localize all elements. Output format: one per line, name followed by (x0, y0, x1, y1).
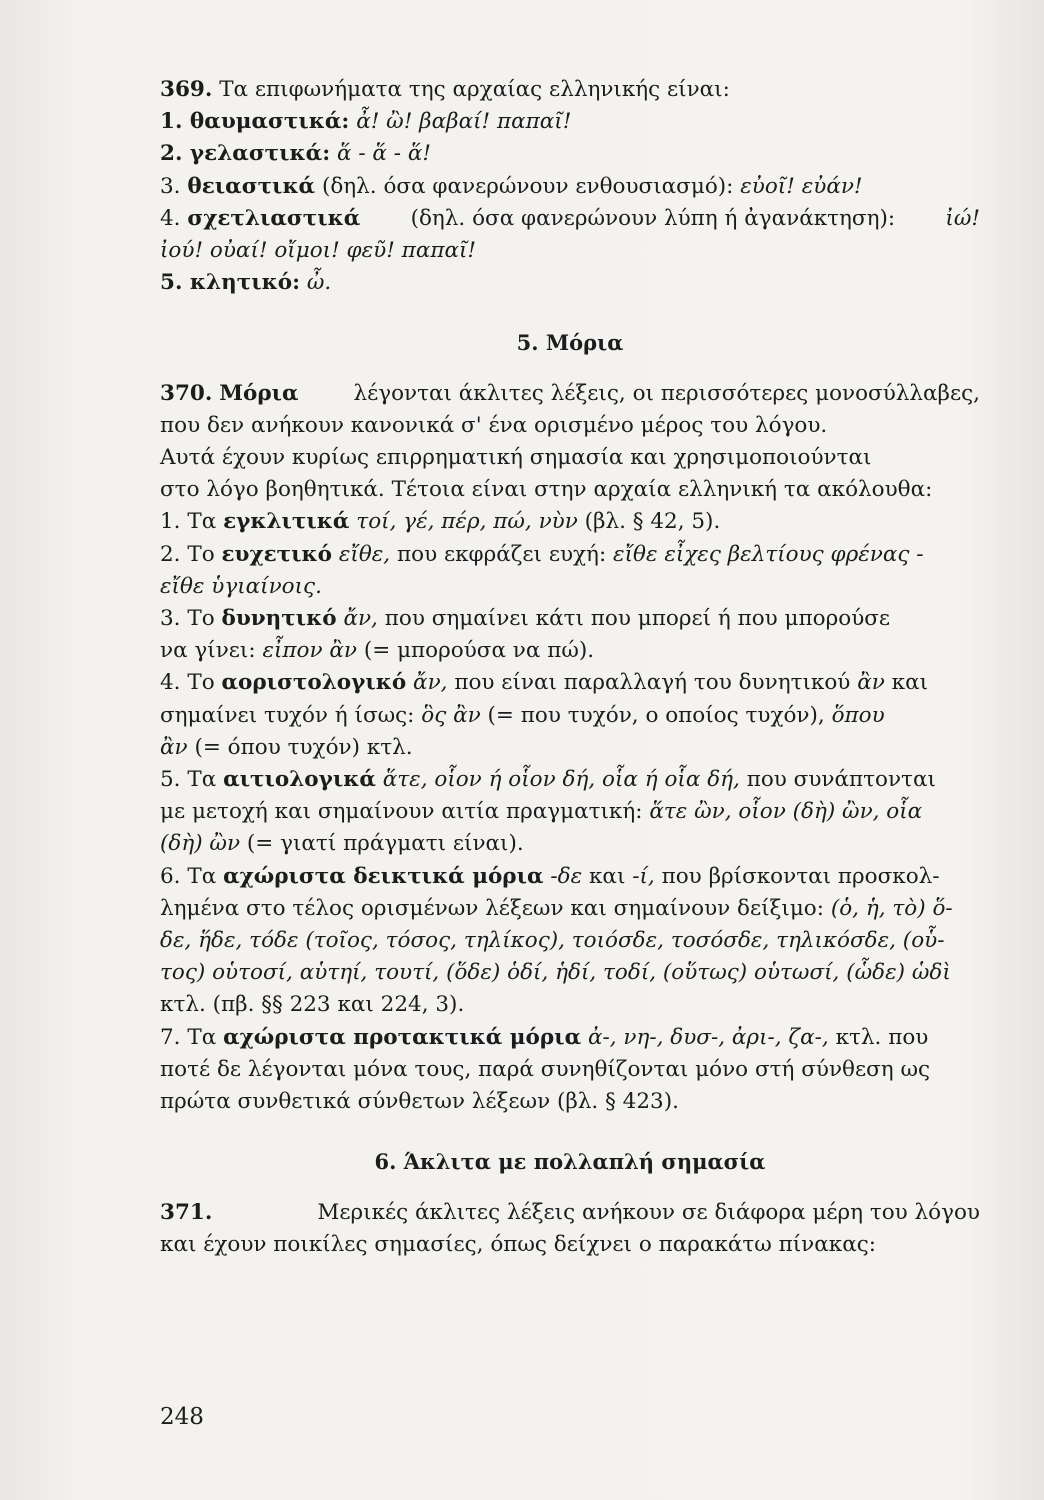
list-item: 3. Το δυνητικό ἄν, που σημαίνει κάτι που μπορεί ή που μπορούσε (160, 606, 891, 632)
section-heading-5: 5. Μόρια (516, 330, 624, 356)
list-item: 2. Το ευχετικό εἴθε, που εκφράζει ευχή: εἴθε εἶχες βελτίους φρένας - (160, 541, 924, 567)
section-heading-6: 6. Άκλιτα με πολλαπλή σημασία (374, 1149, 766, 1175)
list-item: 1. Τα εγκλιτικά τοί, γέ, πέρ, πώ, νὺν (βλ. § 42, 5). (160, 509, 721, 535)
text-column (160, 74, 980, 1261)
list-item: 3. θειαστικά (δηλ. όσα φανερώνουν ενθουσιασμό): εὐοῖ! εὐάν! (160, 173, 863, 199)
list-item: 7. Τα αχώριστα προτακτικά μόρια ἀ-, νη-, δυσ-, ἀρι-, ζα-, κτλ. που (160, 1024, 929, 1050)
paragraph-370-line: 370. Μόρια λέγονται άκλιτες λέξεις, οι περισσότερες μονοσύλλαβες, (160, 380, 980, 406)
list-item-continuation: ἰού! οὐαί! οἴμοι! φεῦ! παπαῖ! (160, 238, 477, 264)
paragraph-370-line: που δεν ανήκουν κανονικά σ' ένα ορισμένο μέρος του λόγου. (160, 412, 828, 438)
list-item-continuation: πρώτα συνθετικά σύνθετων λέξεων (βλ. § 423). (160, 1089, 679, 1115)
list-item-continuation: σημαίνει τυχόν ή ίσως: ὃς ἂν (= που τυχόν, ο οποίος τυχόν), ὅπου (160, 702, 885, 728)
list-item-continuation: με μετοχή και σημαίνουν αιτία πραγματική: ἅτε ὢν, οἷον (δὴ) ὢν, οἷα (160, 799, 923, 825)
paragraph-370-line: στο λόγο βοηθητικά. Τέτοια είναι στην αρχαία ελληνική τα ακόλουθα: (160, 477, 933, 503)
list-item: 1. θαυμαστικά: ἆ! ὢ! βαβαί! παπαῖ! (160, 109, 572, 135)
list-item-continuation: (δὴ) ὢν (= γιατί πράγματι είναι). (160, 831, 524, 857)
list-item-continuation: ποτέ δε λέγονται μόνα τους, παρά συνηθίζονται μόνο στή σύνθεση ως (160, 1056, 931, 1082)
paragraph-371-line: 371. Μερικές άκλιτες λέξεις ανήκουν σε διάφορα μέρη του λόγου (160, 1199, 980, 1225)
list-item-continuation: να γίνει: εἶπον ἂν (= μπορούσα να πώ). (160, 638, 595, 664)
list-item: 4. σχετλιαστικά (δηλ. όσα φανερώνουν λύπη ή ἀγανάκτηση): ἰώ! (160, 205, 980, 231)
paragraph-371-line: και έχουν ποικίλες σημασίες, όπως δείχνει ο παρακάτω πίνακας: (160, 1231, 877, 1257)
list-item-continuation: ἂν (= όπου τυχόν) κτλ. (160, 734, 413, 760)
page-number: 248 (160, 1404, 204, 1430)
list-item-continuation: κτλ. (πβ. §§ 223 και 224, 3). (160, 992, 465, 1018)
list-item: 5. Τα αιτιολογικά ἅτε, οἷον ή οἷον δή, οἷα ή οἷα δή, που συνάπτονται (160, 767, 936, 793)
list-item: 4. Το αοριστολογικό ἄν, που είναι παραλλαγή του δυνητικού ἂν και (160, 670, 929, 696)
list-item: 6. Τα αχώριστα δεικτικά μόρια -δε και -ί, που βρίσκονται προσκολ- (160, 863, 940, 889)
list-item-continuation: εἴθε ὑγιαίνοις. (160, 573, 322, 599)
list-item: 5. κλητικό: ὦ. (160, 270, 332, 296)
paragraph-370-line: Αυτά έχουν κυρίως επιρρηματική σημασία και χρησιμοποιούνται (160, 445, 872, 471)
list-item-continuation: δε, ἥδε, τόδε (τοῖος, τόσος, τηλίκος), τοιόσδε, τοσόσδε, τηλικόσδε, (οὗ- (160, 928, 945, 954)
list-item-continuation: τος) οὑτοσί, αὑτηί, τουτί, (ὅδε) ὁδί, ἡδί, τοδί, (οὕτως) οὑτωσί, (ὧδε) ὡδὶ (160, 960, 951, 986)
list-item: 2. γελαστικά: ἅ - ἅ - ἅ! (160, 141, 432, 167)
list-item-continuation: λημένα στο τέλος ορισμένων λέξεων και σημαίνουν δείξιμο: (ὁ, ἡ, τὸ) ὅ- (160, 895, 953, 921)
paragraph-369-heading: 369. Τα επιφωνήματα της αρχαίας ελληνικής είναι: (160, 77, 730, 102)
